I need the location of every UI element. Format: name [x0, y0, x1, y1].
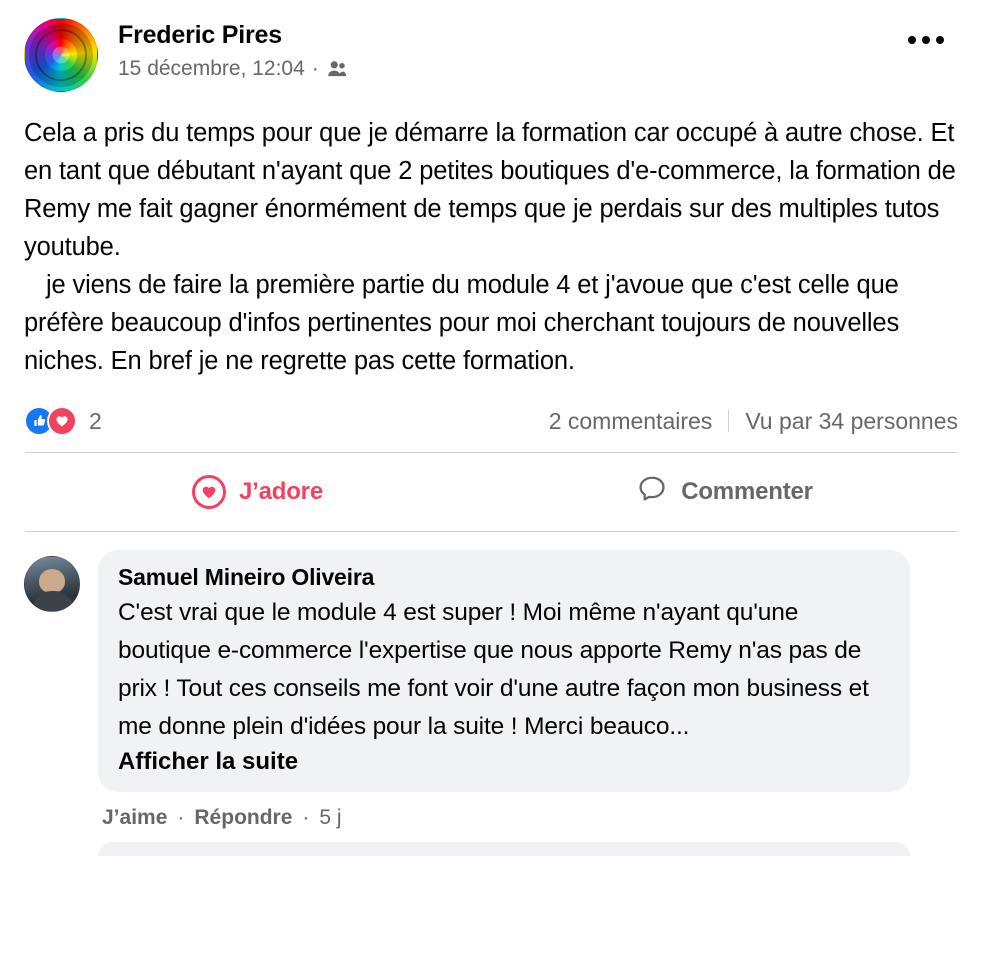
- comment-bubble-icon: [636, 473, 668, 512]
- post-paragraph-2: je viens de faire la première partie du module 4 et j'avoue que c'est celle que préfère beaucoup d'infos pertinentes pour moi cherchant toujours de nouvelles niches. En bref je ne regrette pas cette formation.: [24, 271, 900, 375]
- comment-author-name[interactable]: Samuel Mineiro Oliveira: [118, 564, 375, 590]
- friends-icon[interactable]: [326, 58, 348, 80]
- see-more-link[interactable]: Afficher la suite: [118, 748, 299, 775]
- reaction-count[interactable]: 2: [89, 407, 102, 434]
- post-timestamp[interactable]: 15 décembre, 12:04: [118, 57, 305, 80]
- post-stats-right: [549, 408, 958, 435]
- post-author-name[interactable]: Frederic Pires: [118, 21, 282, 49]
- post-paragraph-1: Cela a pris du temps pour que je démarre la formation car occupé à autre chose. Et en tant que débutant n'ayant que 2 petites boutiques d'e-commerce, la formation de Remy me fait gagner énormément de temps que je perdais sur des multiples tutos youtube.: [24, 119, 956, 261]
- comment-bubble: [98, 550, 910, 792]
- next-comment-stub: [24, 842, 958, 856]
- comments-count[interactable]: 2 commentaires: [548, 407, 713, 434]
- comment-actions: [98, 806, 958, 830]
- more-options-icon[interactable]: [902, 30, 950, 50]
- comment-action-separator-1: ·: [177, 806, 185, 829]
- views-count[interactable]: Vu par 34 personnes: [745, 407, 958, 434]
- comment-content: [98, 550, 958, 830]
- heart-icon: [47, 406, 77, 436]
- comment-reply-button[interactable]: Répondre: [194, 806, 293, 829]
- love-button[interactable]: [24, 475, 491, 509]
- avatar[interactable]: [24, 18, 98, 92]
- post-body: [24, 114, 958, 380]
- love-button-label: J’adore: [239, 478, 323, 505]
- heart-outline-icon: [192, 475, 226, 509]
- stats-divider: [728, 410, 729, 432]
- comment-text: C'est vrai que le module 4 est super ! Moi même n'ayant qu'une boutique e-commerce l'expertise que nous apporte Remy n'as pas de prix ! Tout ces conseils me font voir d'une autre façon mon business et me donne plein d'idées pour la suite ! Merci beauco...: [118, 599, 869, 740]
- post-stats: [24, 406, 958, 452]
- comment-button-label: Commenter: [681, 478, 813, 505]
- post-header: [24, 0, 958, 92]
- list-item: [24, 550, 958, 830]
- post-header-text: [118, 18, 348, 81]
- stub-avatar-space: [24, 842, 80, 856]
- comment-timestamp[interactable]: 5 j: [319, 806, 342, 829]
- reaction-icons[interactable]: [24, 406, 102, 436]
- meta-separator: ·: [311, 57, 319, 80]
- avatar[interactable]: [24, 556, 80, 612]
- comment-button[interactable]: [491, 473, 958, 512]
- comment-action-separator-2: ·: [302, 806, 310, 829]
- comment-like-button[interactable]: J’aime: [102, 806, 168, 829]
- stub-bubble: [98, 842, 910, 856]
- post-meta: [118, 57, 348, 81]
- comments-section: [24, 532, 958, 856]
- post-actions: [24, 453, 958, 531]
